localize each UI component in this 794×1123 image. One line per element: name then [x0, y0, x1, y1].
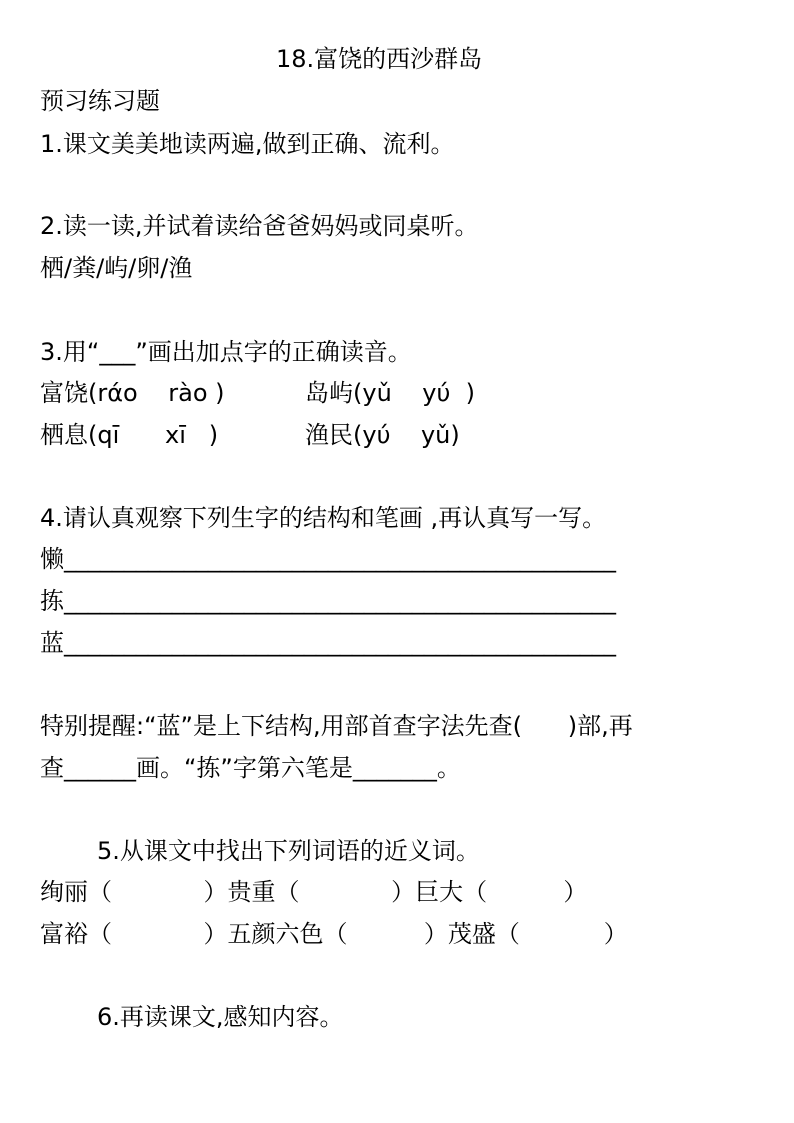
pinyin-choice-yumin: 渔民(yύ yǔ) [305, 421, 460, 449]
question-4-prompt: 4.请认真观察下列生字的结构和笔画 ,再认真写一写。 [40, 504, 607, 532]
question-5-prompt: 5.从课文中找出下列词语的近义词。 [97, 837, 480, 865]
pinyin-choice-daoyu: 岛屿(yǔ yύ ) [305, 379, 476, 407]
synonym-row-2: 富裕（ ）五颜六色（ ）茂盛（ ） [40, 920, 628, 948]
question-1: 1.课文美美地读两遍,做到正确、流利。 [40, 130, 455, 158]
question-2-prompt: 2.读一读,并试着读给爸爸妈妈或同桌听。 [40, 212, 479, 240]
worksheet-title: 18.富饶的西沙群岛 [276, 45, 483, 73]
question-3-prompt: 3.用“___”画出加点字的正确读音。 [40, 338, 412, 366]
question-6: 6.再读课文,感知内容。 [97, 1003, 344, 1031]
question-2-characters: 栖/粪/屿/卵/渔 [40, 254, 193, 282]
section-heading: 预习练习题 [40, 87, 160, 115]
writing-line-lan: 懒______________________________________________ [40, 545, 616, 573]
special-tip-line-1: 特别提醒:“蓝”是上下结构,用部首查字法先查( )部,再 [40, 712, 633, 740]
writing-line-lan-blue: 蓝______________________________________________ [40, 629, 616, 657]
writing-line-jian: 拣______________________________________________ [40, 587, 616, 615]
pinyin-choice-qixi: 栖息(qī xī ) [40, 421, 219, 449]
synonym-row-1: 绚丽（ ）贵重（ ）巨大（ ） [40, 878, 588, 906]
pinyin-choice-fuyao: 富饶(rάo rào ) [40, 379, 225, 407]
special-tip-line-2: 查______画。“拣”字第六笔是_______。 [40, 754, 461, 782]
